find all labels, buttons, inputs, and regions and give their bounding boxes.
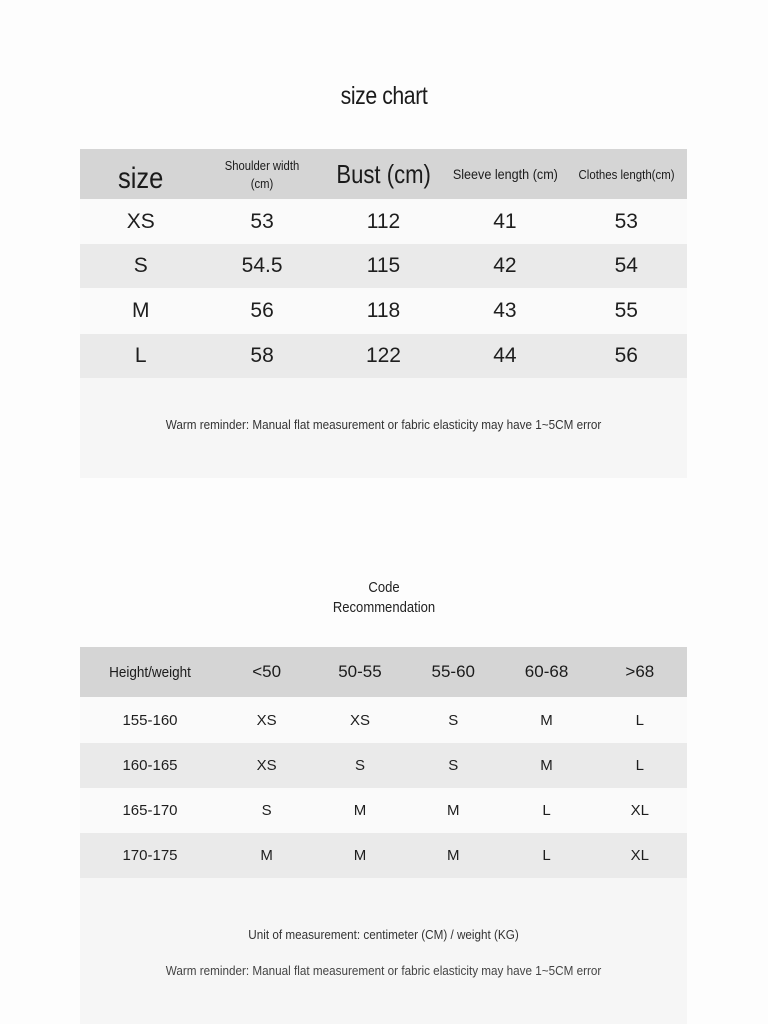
table-cell: 55 (614, 299, 638, 322)
table-cell: S (261, 802, 272, 819)
table-cell: M (260, 847, 273, 864)
table-cell: 42 (493, 254, 517, 277)
table-row (80, 743, 687, 788)
recommendation-header-row (80, 647, 687, 697)
header-weight-range: >68 (625, 662, 655, 681)
table-cell: L (542, 847, 551, 864)
table-cell: 53 (250, 209, 274, 233)
table-cell: 54.5 (241, 254, 283, 277)
table-cell: XL (630, 802, 650, 819)
header-clothes-length: Clothes length(cm) (578, 166, 675, 182)
table-row (80, 288, 687, 334)
table-cell: 53 (614, 209, 638, 233)
header-size: size (118, 162, 164, 195)
table-cell: XS (126, 209, 155, 233)
table-row (80, 244, 687, 288)
header-bust: Bust (cm) (336, 158, 431, 189)
recommendation-title-line1: Code (368, 580, 400, 596)
header-weight-range: 55-60 (431, 662, 475, 681)
header-weight-range: <50 (252, 662, 282, 681)
recommendation-table (80, 647, 687, 1024)
table-cell: 56 (614, 344, 638, 367)
table-cell: XL (630, 847, 650, 864)
table-cell: 112 (366, 209, 401, 233)
header-shoulder-width: Shoulder width (cm) (224, 159, 300, 191)
table-cell: 44 (493, 344, 517, 367)
table-cell: M (540, 711, 553, 729)
table-cell: S (448, 757, 459, 774)
table-cell: M (446, 847, 460, 864)
table-cell: M (540, 757, 553, 774)
table-cell: L (134, 344, 147, 367)
table-cell: L (542, 802, 551, 819)
table-cell: M (353, 802, 367, 819)
header-sleeve-length: Sleeve length (cm) (452, 166, 558, 182)
table-cell: S (448, 711, 459, 729)
header-weight-range: 60-68 (524, 662, 569, 681)
table-cell: S (133, 254, 148, 277)
table-cell: 155-160 (122, 711, 178, 729)
table-cell: 56 (250, 299, 274, 322)
table-row (80, 833, 687, 878)
size-chart-title: size chart (340, 82, 428, 110)
table-row (80, 788, 687, 833)
table-cell: M (353, 847, 367, 864)
table-cell: 58 (250, 344, 274, 367)
table-row (80, 697, 687, 743)
table-cell: XS (256, 757, 277, 774)
table-cell: 54 (614, 254, 638, 277)
table-cell: 165-170 (122, 802, 178, 819)
table-row (80, 334, 687, 378)
size-chart-reminder: Warm reminder: Manual flat measurement or fabric elasticity may have 1~5CM error (165, 417, 602, 432)
size-chart-table (80, 149, 687, 478)
table-cell: 43 (493, 299, 517, 322)
table-cell: XS (349, 711, 370, 729)
table-cell: M (131, 299, 150, 322)
table-row (80, 199, 687, 244)
table-cell: XS (256, 711, 277, 729)
table-cell: 170-175 (122, 847, 178, 864)
table-cell: 122 (365, 344, 401, 367)
table-cell: 115 (366, 254, 401, 277)
table-cell: 41 (493, 209, 517, 233)
table-cell: L (635, 757, 644, 774)
recommendation-reminder: Warm reminder: Manual flat measurement or fabric elasticity may have 1~5CM error (165, 963, 602, 978)
table-cell: 118 (366, 299, 401, 322)
table-cell: S (354, 757, 365, 774)
header-height-weight: Height/weight (109, 663, 191, 681)
size-chart-header-row (80, 149, 687, 199)
table-cell: 160-165 (122, 757, 178, 774)
table-cell: L (635, 711, 644, 729)
recommendation-title-line2: Recommendation (332, 600, 436, 616)
table-cell: M (446, 802, 460, 819)
unit-note: Unit of measurement: centimeter (CM) / weight (KG) (248, 927, 519, 942)
header-weight-range: 50-55 (338, 662, 382, 681)
